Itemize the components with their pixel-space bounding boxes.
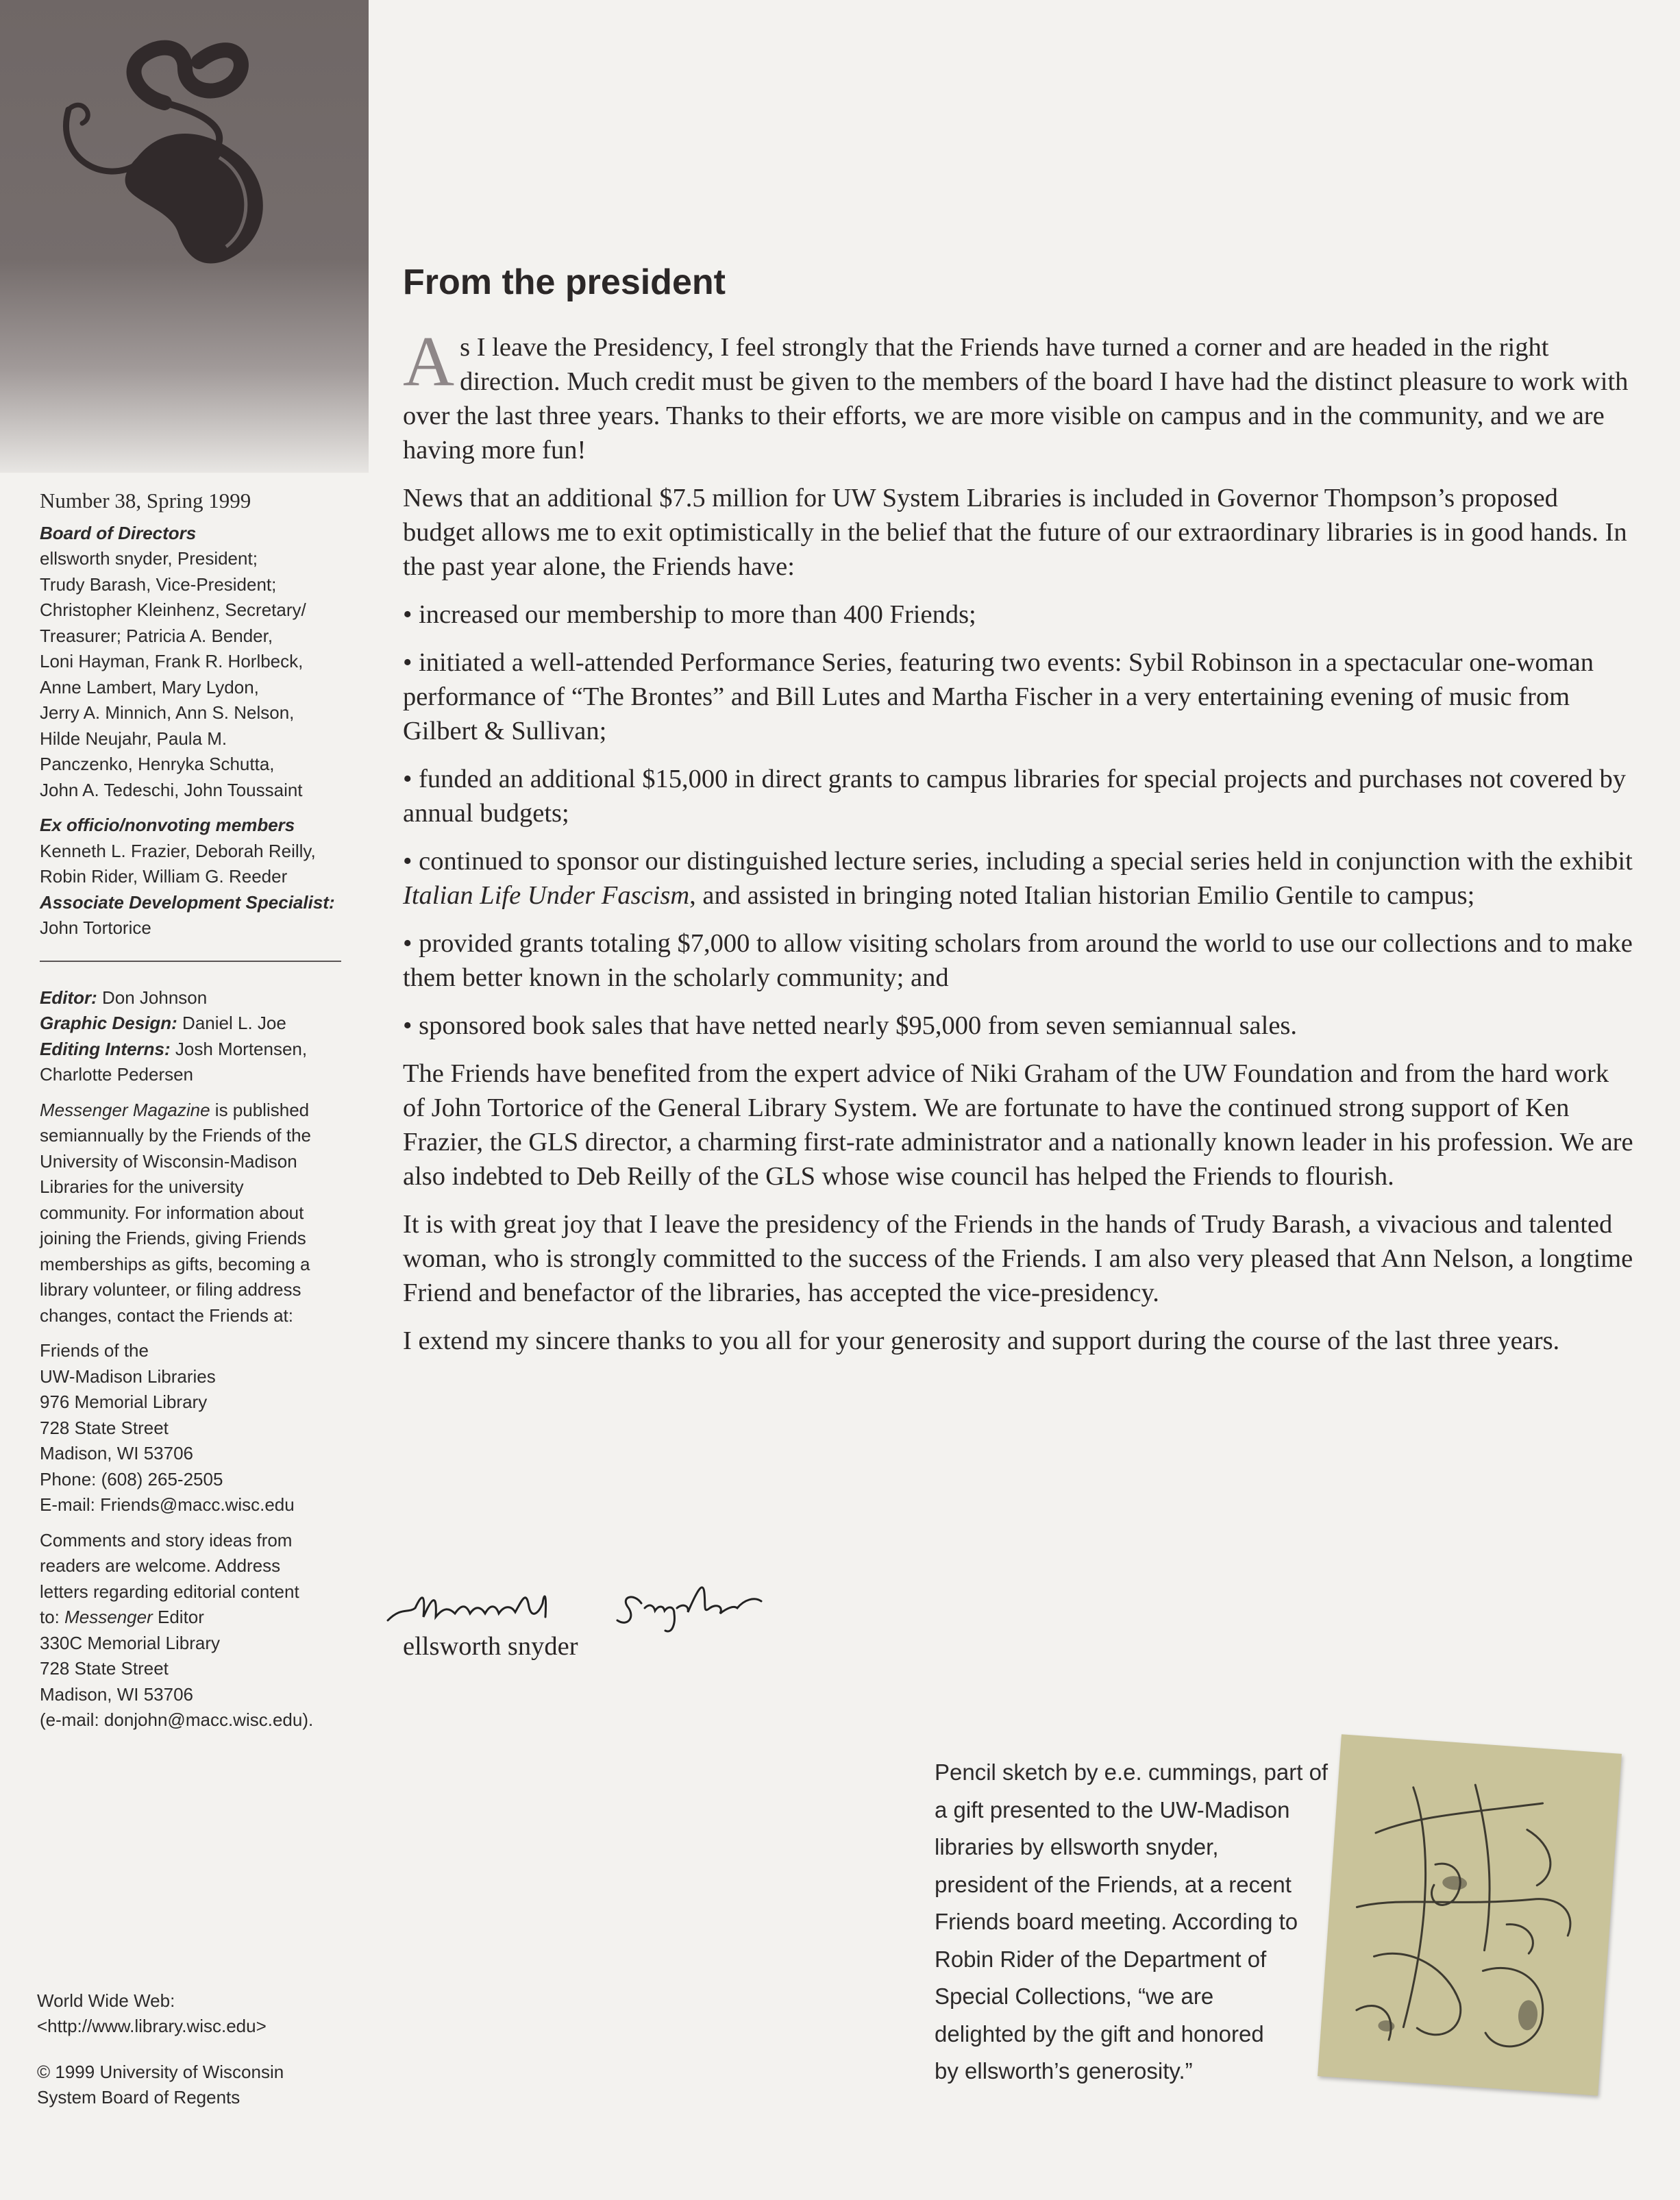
exofficio-line: Kenneth L. Frazier, Deborah Reilly, (40, 840, 316, 861)
editor-line (40, 985, 348, 1011)
closing-paragraph: I extend my sincere thanks to you all for your generosity and support during the course of the last three years. (403, 1326, 1560, 1355)
bullet-text: • continued to sponsor our distinguished lecture series, including a special series held in conjunction with the exhibit (403, 847, 1633, 876)
caption-line: by ellsworth’s generosity.” (935, 2058, 1193, 2084)
budget-paragraph: News that an additional $7.5 million for UW System Libraries is included in Governor Thompson’s proposed budget allows me to exit optimistically in the belief that the future of our extraordinary libraries is in good hands. In the past year alone, the Friends have: (403, 484, 1627, 581)
bullet-item: • provided grants totaling $7,000 to allow visiting scholars from around the world to use our collections and to make them better known in the scholarly community; and (403, 929, 1633, 992)
interns-name: Josh Mortensen, (170, 1038, 308, 1059)
messenger-title: Messenger (64, 1607, 153, 1627)
comments-to: to: (40, 1607, 65, 1627)
bullet-item: • increased our membership to more than 400 Friends; (403, 600, 976, 629)
address-line: UW-Madison Libraries (40, 1365, 216, 1387)
pub-line: memberships as gifts, becoming a (40, 1253, 310, 1274)
sidebar-divider (40, 961, 341, 962)
board-line: Hilde Neujahr, Paula M. (40, 728, 227, 749)
comments-email: (e-mail: donjohn@macc.wisc.edu). (40, 1709, 314, 1730)
signature-block (381, 1566, 861, 1675)
copyright-line: © 1999 University of Wisconsin (37, 2062, 284, 2082)
design-name: Daniel L. Joe (177, 1013, 286, 1033)
caption-line: libraries by ellsworth snyder, (935, 1834, 1219, 1859)
caption-line: president of the Friends, at a recent (935, 1871, 1292, 1897)
board-line: Christopher Kleinhenz, Secretary/ (40, 600, 306, 620)
sketch-drawing-icon (1318, 1734, 1622, 2095)
signature-name: ellsworth snyder (403, 1632, 578, 1661)
pub-line: community. For information about (40, 1202, 304, 1223)
comments-line: letters regarding editorial content (40, 1581, 299, 1602)
ads-name: John Tortorice (40, 917, 151, 938)
masthead-sidebar (40, 488, 348, 1743)
comments-address: 330C Memorial Library (40, 1632, 220, 1653)
address-line: 728 State Street (40, 1417, 169, 1438)
successor-paragraph: It is with great joy that I leave the presidency of the Friends in the hands of Trudy Barash, a vivacious and talented woman, who is strongly committed to the success of the Friends. I am also very pleased that Ann Nelson, a longtime Friend and benefactor of the libraries, has accepted the vice-presidency. (403, 1210, 1633, 1307)
editor-label: Editor: (40, 987, 97, 1008)
exofficio-heading: Ex officio/nonvoting members (40, 815, 295, 835)
pub-line: University of Wisconsin-Madison (40, 1150, 297, 1172)
pub-line: changes, contact the Friends at: (40, 1305, 293, 1326)
editorial-staff (40, 985, 348, 1088)
intro-text: s I leave the Presidency, I feel strongly that the Friends have turned a corner and are headed in the right direction. Much credit must be given to the members of the board I have had the distinct pleasure to work with over the last three years. Thanks to their efforts, we are more visible on campus and in the community, and we are having more fun! (403, 333, 1629, 465)
comments-address: Madison, WI 53706 (40, 1683, 194, 1705)
caption-line: delighted by the gift and honored (935, 2020, 1264, 2047)
comments-line: Comments and story ideas from (40, 1529, 293, 1550)
bullet-item: • initiated a well-attended Performance Series, featuring two events: Sybil Robinson in a spectacular one-woman performance of “The Brontes” and Bill Lutes and Martha Fischer in a very entertaining evening of music from Gilbert & Sullivan; (403, 648, 1594, 745)
address-line: Madison, WI 53706 (40, 1443, 194, 1463)
address-line: Friends of the (40, 1340, 149, 1361)
page-title: From the president (403, 262, 726, 302)
magazine-title: Messenger Magazine (40, 1099, 210, 1120)
exofficio-members (40, 813, 348, 941)
president-letter (403, 262, 1636, 1372)
board-of-directors (40, 521, 348, 804)
board-line: ellsworth snyder, President; (40, 548, 258, 569)
interns-name-2: Charlotte Pedersen (40, 1064, 194, 1085)
design-line (40, 1011, 348, 1037)
pub-line: joining the Friends, giving Friends (40, 1228, 306, 1248)
pub-line: Libraries for the university (40, 1176, 244, 1197)
address-line: 976 Memorial Library (40, 1392, 208, 1412)
handwritten-signature-icon (381, 1566, 819, 1641)
caption-line: Robin Rider of the Department of (935, 1946, 1267, 1972)
phone-line: Phone: (608) 265-2505 (40, 1468, 223, 1490)
exhibit-title: Italian Life Under Fascism (403, 881, 690, 910)
board-heading: Board of Directors (40, 522, 197, 543)
masthead-logo-block (0, 0, 369, 473)
board-line: Loni Hayman, Frank R. Horlbeck, (40, 651, 304, 671)
caption-line: a gift presented to the UW-Madison (935, 1796, 1290, 1822)
sidebar-footer (37, 1988, 352, 2110)
pub-text: is published (210, 1099, 310, 1120)
board-line: Panczenko, Henryka Schutta, (40, 754, 275, 774)
drop-cap: A (403, 322, 455, 401)
copyright-line: System Board of Regents (37, 2087, 240, 2108)
board-line: Trudy Barash, Vice-President; (40, 573, 277, 595)
sketch-caption (935, 1754, 1380, 2090)
interns-line (40, 1037, 348, 1063)
ads-heading: Associate Development Specialist: (40, 891, 335, 913)
design-label: Graphic Design: (40, 1013, 177, 1033)
comments-line: readers are welcome. Address (40, 1555, 281, 1576)
comments-to-line (40, 1605, 348, 1631)
caption-line: Special Collections, “we are (935, 1983, 1214, 2009)
caption-line: Friends board meeting. According to (935, 1909, 1298, 1934)
issue-info: Number 38, Spring 1999 (40, 489, 251, 512)
exofficio-line: Robin Rider, William G. Reeder (40, 866, 288, 887)
email-line: E-mail: Friends@macc.wisc.edu (40, 1494, 295, 1515)
bullet-item (403, 844, 1636, 913)
pub-line: semiannually by the Friends of the (40, 1125, 311, 1146)
board-line: Jerry A. Minnich, Ann S. Nelson, (40, 702, 295, 723)
comments-address: 728 State Street (40, 1658, 169, 1679)
publication-info (40, 1098, 348, 1329)
editor-suffix: Editor (152, 1607, 204, 1627)
comments-info (40, 1528, 348, 1733)
caption-line: Pencil sketch by e.e. cummings, part of (935, 1759, 1329, 1785)
friends-address (40, 1338, 348, 1518)
interns-label: Editing Interns: (40, 1038, 171, 1059)
web-url: <http://www.library.wisc.edu> (37, 2016, 267, 2036)
thanks-paragraph: The Friends have benefited from the expert advice of Niki Graham of the UW Foundation and from the hard work of John Tortorice of the General Library System. We are fortunate to have the continued strong support of Ken Frazier, the GLS director, a charming first-rate administrator and a nationally known leader in his profession. We are also indebted to Deb Reilly of the GLS whose wise council has helped the Friends to flourish. (403, 1059, 1633, 1191)
bullet-item: • funded an additional $15,000 in direct grants to campus libraries for special projects and purchases not covered by annual budgets; (403, 765, 1627, 828)
intro-paragraph (403, 322, 1636, 467)
pub-line (40, 1098, 348, 1124)
pencil-sketch-image (1318, 1734, 1622, 2095)
web-label: World Wide Web: (37, 1990, 175, 2011)
board-line: Treasurer; Patricia A. Bender, (40, 625, 273, 646)
board-line: Anne Lambert, Mary Lydon, (40, 676, 259, 697)
bullet-text: , and assisted in bringing noted Italian historian Emilio Gentile to campus; (689, 881, 1475, 910)
pub-line: library volunteer, or filing address (40, 1279, 301, 1300)
bullet-item: • sponsored book sales that have netted nearly $95,000 from seven semiannual sales. (403, 1011, 1298, 1040)
board-line: John A. Tedeschi, John Toussaint (40, 779, 303, 800)
editor-name: Don Johnson (97, 987, 208, 1008)
ornamental-logo-icon (27, 21, 315, 308)
